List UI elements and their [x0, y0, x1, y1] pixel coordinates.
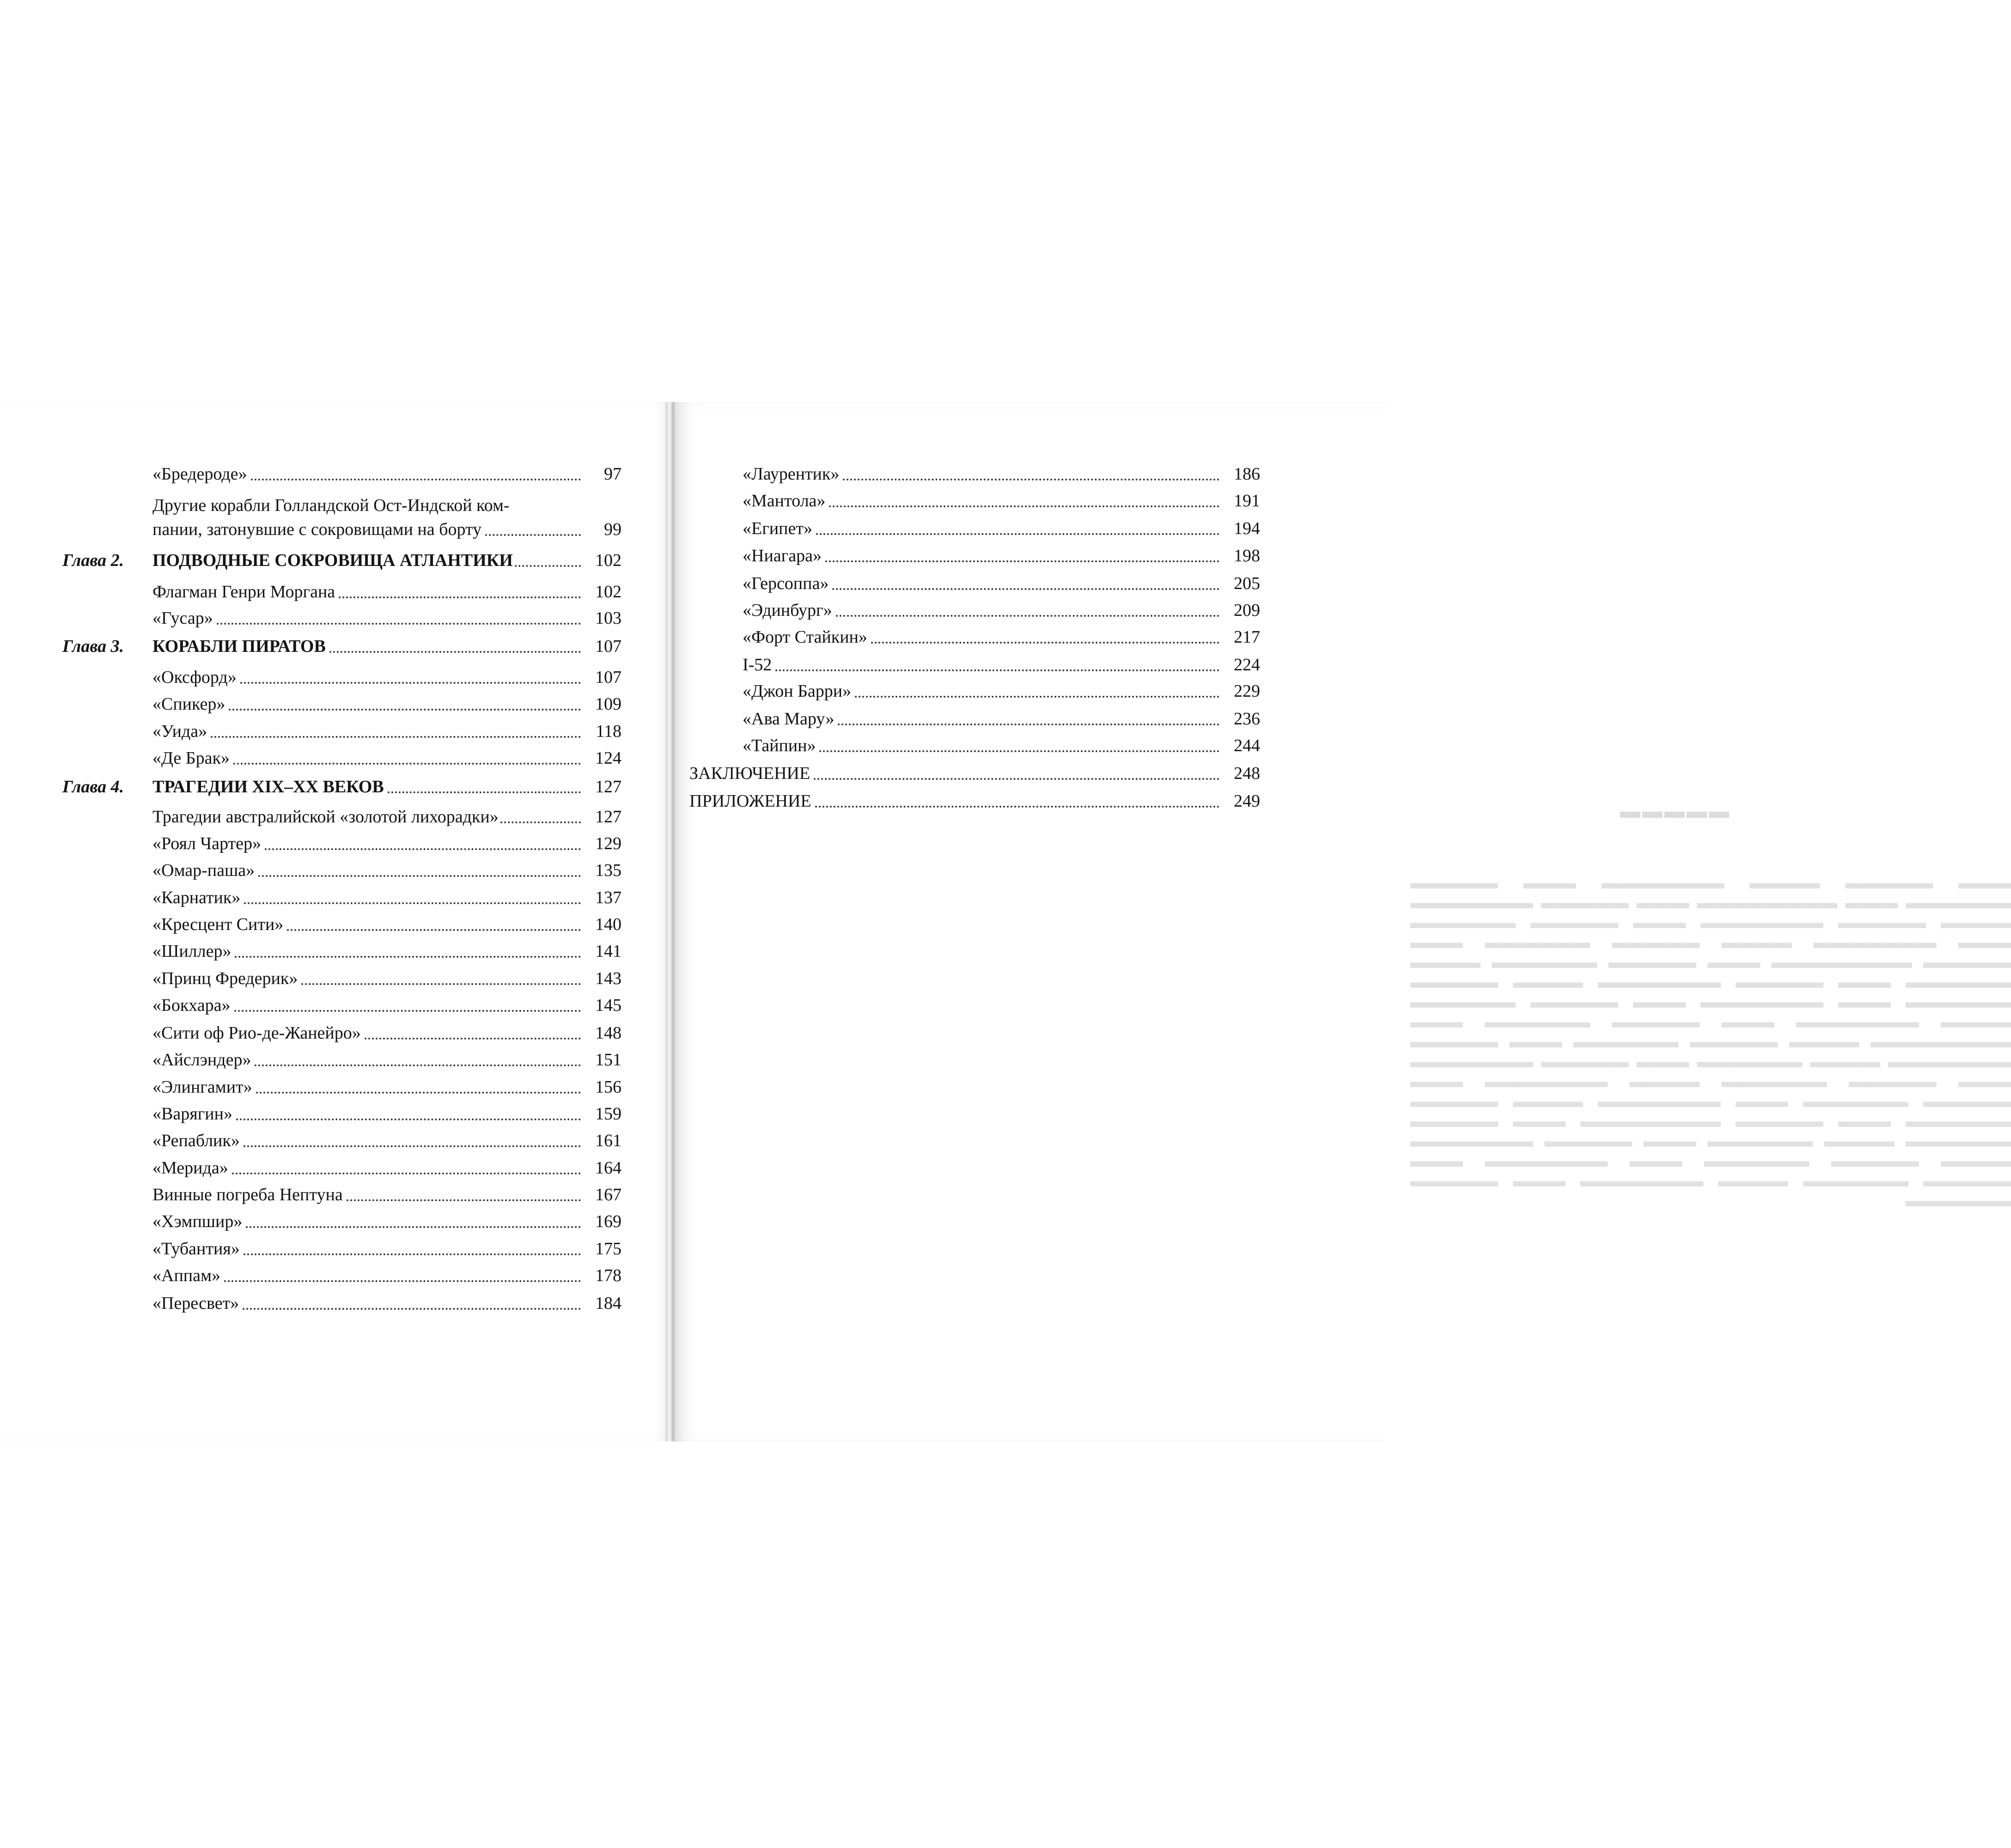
- dot-leader: [244, 1253, 581, 1255]
- dot-leader: [217, 622, 581, 625]
- dot-leader: [232, 1172, 581, 1174]
- toc-entry: [743, 574, 1260, 594]
- toc-entry-page: 161: [595, 1131, 622, 1150]
- toc-entry: [743, 655, 1260, 675]
- dot-leader: [855, 695, 1219, 698]
- dot-leader: [838, 723, 1219, 725]
- toc-entry: [152, 969, 622, 989]
- toc-entry-title: Флагман Генри Моргана: [152, 582, 335, 602]
- dot-leader: [240, 681, 581, 684]
- toc-entry-page: 224: [1234, 655, 1260, 675]
- toc-entry: [152, 942, 622, 962]
- toc-entry-title: «Ниагара»: [743, 546, 822, 565]
- toc-entry: [152, 1158, 622, 1179]
- toc-entry-page: 156: [595, 1077, 622, 1097]
- toc-entry: [152, 722, 622, 742]
- book-gutter: [665, 402, 676, 1441]
- toc-entry: [152, 1212, 622, 1232]
- toc-entry-page: 164: [595, 1158, 622, 1178]
- chapter-title: ПОДВОДНЫЕ СОКРОВИЩА АТЛАНТИКИ: [152, 551, 513, 570]
- toc-entry: [743, 491, 1260, 511]
- toc-entry-title: «Ава Мару»: [743, 709, 835, 729]
- toc-entry: [689, 764, 1260, 784]
- toc-entry-title: ЗАКЛЮЧЕНИЕ: [689, 764, 810, 783]
- dot-leader: [233, 762, 581, 765]
- left-page: [0, 402, 671, 1441]
- toc-entry-page: 236: [1234, 709, 1260, 729]
- toc-entry-title: «Хэмпшир»: [152, 1212, 243, 1231]
- toc-entry-page: 151: [595, 1050, 622, 1070]
- dot-leader: [229, 708, 581, 711]
- dot-leader: [301, 983, 581, 985]
- toc-entry-page: 186: [1234, 464, 1260, 484]
- toc-entry: [152, 464, 622, 485]
- toc-entry-page: 167: [595, 1185, 622, 1204]
- toc-entry: [152, 1185, 622, 1205]
- right-page: [671, 402, 2011, 1441]
- toc-entry: [743, 681, 1260, 702]
- toc-entry-title-line1: Другие корабли Голландской Ост-Индской ком-: [152, 496, 510, 515]
- toc-entry: [152, 1104, 622, 1125]
- toc-entry-title: «Форт Стайкин»: [743, 627, 867, 647]
- toc-entry-page: 194: [1234, 519, 1260, 538]
- toc-entry: [152, 1131, 622, 1151]
- toc-entry-title: «Египет»: [743, 519, 812, 538]
- toc-entry: [152, 582, 622, 602]
- toc-entry-page: 159: [595, 1104, 622, 1124]
- toc-entry-title: «Бокхара»: [152, 996, 231, 1015]
- dot-leader: [244, 1145, 581, 1147]
- toc-entry-page: 205: [1234, 574, 1260, 593]
- dot-leader: [365, 1037, 581, 1040]
- toc-entry-page: 107: [595, 637, 622, 656]
- toc-chapter: [152, 637, 622, 657]
- toc-entry-title: «Лаурентик»: [743, 464, 840, 484]
- dot-leader: [211, 736, 581, 738]
- toc-entry: [152, 807, 622, 827]
- chapter-number: Глава 2.: [62, 551, 124, 570]
- toc-entry-title: «Варягин»: [152, 1104, 232, 1124]
- toc-entry: [743, 627, 1260, 648]
- toc-entry-page: 99: [604, 520, 622, 539]
- toc-entry-title: «Тайпин»: [743, 736, 816, 755]
- dot-leader: [815, 805, 1219, 808]
- toc-entry-title: «Репаблик»: [152, 1131, 240, 1150]
- dot-leader: [829, 505, 1219, 507]
- toc-entry-page: 124: [595, 748, 622, 768]
- toc-entry-page: 135: [595, 861, 622, 880]
- chapter-number: Глава 3.: [62, 637, 124, 656]
- toc-entry: [743, 709, 1260, 729]
- toc-entry-page: 97: [604, 464, 622, 484]
- toc-entry-page: 169: [595, 1212, 622, 1231]
- dot-leader: [836, 614, 1219, 617]
- bleed-through-title: ▬▬▬▬▬: [1618, 800, 1729, 822]
- toc-entry-title: I-52: [743, 655, 772, 675]
- toc-entry-title: «Тубантия»: [152, 1239, 240, 1258]
- toc-entry-title: ПРИЛОЖЕНИЕ: [689, 791, 811, 811]
- toc-entry-page: 209: [1234, 601, 1260, 620]
- toc-chapter: [152, 777, 622, 797]
- toc-entry-title: «Мантола»: [743, 491, 826, 511]
- toc-entry: [152, 861, 622, 881]
- toc-entry-title: «Мерида»: [152, 1158, 228, 1178]
- toc-entry: [152, 608, 622, 629]
- toc-left: [0, 402, 671, 1441]
- toc-entry-title: «Уида»: [152, 722, 207, 741]
- toc-entry: [152, 1077, 622, 1098]
- toc-entry: [152, 1239, 622, 1259]
- toc-entry-title: «Элингамит»: [152, 1077, 252, 1097]
- toc-entry: [689, 791, 1260, 812]
- toc-entry-page: 109: [595, 694, 622, 714]
- toc-entry-page: 249: [1234, 791, 1260, 811]
- toc-entry-page: 175: [595, 1239, 622, 1258]
- toc-entry-page: 248: [1234, 764, 1260, 783]
- dot-leader: [775, 669, 1219, 671]
- toc-entry-page: 118: [596, 722, 622, 741]
- dot-leader: [816, 533, 1219, 535]
- dot-leader: [244, 902, 581, 904]
- toc-entry-page: 102: [595, 551, 622, 570]
- toc-entry-title: «Карнатик»: [152, 888, 241, 907]
- dot-leader: [515, 565, 581, 567]
- toc-entry: [152, 1023, 622, 1044]
- toc-entry-page: 191: [1234, 491, 1260, 511]
- dot-leader: [843, 478, 1219, 480]
- toc-entry-title: «Кресцент Сити»: [152, 915, 284, 934]
- dot-leader: [256, 1091, 581, 1094]
- toc-entry-page: 198: [1234, 546, 1260, 565]
- toc-entry: [743, 464, 1260, 485]
- toc-entry-title: «Эдинбург»: [743, 601, 832, 620]
- toc-entry-page: 103: [595, 608, 622, 628]
- toc-chapter: [152, 551, 622, 571]
- toc-entry: [152, 834, 622, 854]
- dot-leader: [825, 560, 1219, 562]
- toc-entry-page: 217: [1234, 627, 1260, 647]
- dot-leader: [224, 1280, 581, 1282]
- toc-entry-title: «Роял Чартер»: [152, 834, 261, 853]
- toc-entry-title: «Омар-паша»: [152, 861, 255, 880]
- toc-entry: [152, 1266, 622, 1286]
- dot-leader: [339, 596, 581, 598]
- toc-entry-title: Винные погреба Нептуна: [152, 1185, 343, 1204]
- dot-leader: [485, 534, 581, 536]
- toc-entry-page: 244: [1234, 736, 1260, 755]
- toc-entry: [743, 519, 1260, 539]
- dot-leader: [236, 1118, 581, 1120]
- toc-entry-title: «Аппам»: [152, 1266, 221, 1285]
- toc-entry-title: «Принц Фредерик»: [152, 969, 298, 988]
- toc-entry-page: 148: [595, 1023, 622, 1043]
- toc-entry-page: 129: [595, 834, 622, 853]
- toc-entry-title: «Де Брак»: [152, 748, 230, 768]
- toc-entry-page: 229: [1234, 681, 1260, 701]
- toc-right: [671, 402, 1386, 1441]
- chapter-title: КОРАБЛИ ПИРАТОВ: [152, 637, 326, 656]
- toc-entry-title: «Джон Барри»: [743, 681, 852, 701]
- toc-entry-title-line2: пании, затонувшие с сокровищами на борту: [152, 520, 482, 539]
- toc-entry: [152, 888, 622, 908]
- chapter-number: Глава 4.: [62, 777, 124, 796]
- toc-entry-title: «Оксфорд»: [152, 668, 237, 687]
- dot-leader: [388, 791, 581, 793]
- dot-leader: [246, 1226, 581, 1228]
- toc-entry-page: 145: [595, 996, 622, 1015]
- toc-entry-page: 107: [595, 668, 622, 687]
- toc-entry: [152, 915, 622, 935]
- toc-entry: [152, 520, 622, 540]
- toc-entry-title: «Пересвет»: [152, 1294, 239, 1313]
- dot-leader: [347, 1199, 581, 1201]
- toc-entry-page: 143: [595, 969, 622, 988]
- toc-entry-page: 102: [595, 582, 622, 602]
- dot-leader: [251, 478, 581, 480]
- toc-entry-page: 178: [595, 1266, 622, 1285]
- dot-leader: [500, 821, 581, 823]
- toc-entry: [743, 546, 1260, 566]
- toc-entry-title: «Спикер»: [152, 694, 225, 714]
- toc-entry: [152, 748, 622, 769]
- bleed-through-text: ▬▬▬ ▬▬▬▬▬ ▬▬▬▬ ▬▬▬▬▬▬▬ ▬▬▬ ▬▬▬▬▬ ▬▬▬▬▬▬ ▬▬▬ ▬▬▬▬▬▬▬▬ ▬▬▬ ▬▬▬▬▬ ▬▬▬▬▬▬▬ ▬▬▬▬ ▬▬▬▬▬ ▬▬▬▬▬▬▬ ▬▬▬ ▬▬▬▬▬ ▬▬▬▬▬▬ ▬▬▬ ▬▬▬▬▬▬▬ ▬▬▬▬ ▬▬▬▬▬ ▬▬▬▬▬▬ ▬▬▬ ▬▬▬▬▬ ▬▬▬▬▬▬▬▬ ▬▬▬ ▬▬▬▬▬ ▬▬▬▬▬▬ ▬▬▬▬ ▬▬▬▬▬▬ ▬▬▬ ▬▬▬▬▬ ▬▬▬▬▬▬▬ ▬▬▬▬ ▬▬▬▬▬ ▬▬▬▬▬▬ ▬▬▬ ▬▬▬▬▬▬▬ ▬▬▬ ▬▬▬▬▬ ▬▬▬▬▬▬ ▬▬▬▬ ▬▬▬▬▬▬▬ ▬▬▬ ▬▬▬▬▬ ▬▬▬▬▬▬ ▬▬▬ ▬▬▬▬▬▬▬▬ ▬▬▬▬ ▬▬▬▬▬ ▬▬▬▬▬▬ ▬▬▬ ▬▬▬▬▬ ▬▬▬▬▬▬▬ ▬▬▬▬ ▬▬▬▬▬▬ ▬▬▬ ▬▬▬▬▬ ▬▬▬▬▬▬▬ ▬▬▬ ▬▬▬▬▬ ▬▬▬▬▬▬ ▬▬▬▬ ▬▬▬▬▬▬▬ ▬▬▬ ▬▬▬▬▬ ▬▬▬▬▬▬ ▬▬▬ ▬▬▬▬▬▬▬ ▬▬▬▬ ▬▬▬▬▬ ▬▬▬▬▬▬ ▬▬▬ ▬▬▬▬▬ ▬▬▬▬▬▬▬▬ ▬▬▬ ▬▬▬▬▬ ▬▬▬▬▬▬ ▬▬▬▬ ▬▬▬▬▬▬ ▬▬▬ ▬▬▬▬▬ ▬▬▬▬▬▬▬ ▬▬▬▬ ▬▬▬▬▬ ▬▬▬▬▬▬ ▬▬▬ ▬▬▬▬▬▬▬ ▬▬▬ ▬▬▬▬▬ ▬▬▬▬▬▬ ▬▬▬▬ ▬▬▬▬▬▬▬ ▬▬▬ ▬▬▬▬▬ ▬▬▬▬▬▬: [1410, 873, 2011, 1210]
- dot-leader: [832, 588, 1219, 590]
- dot-leader: [871, 641, 1219, 644]
- toc-entry: [152, 668, 622, 688]
- dot-leader: [258, 875, 581, 877]
- dot-leader: [255, 1064, 581, 1066]
- toc-entry: [743, 601, 1260, 621]
- dot-leader: [235, 955, 581, 958]
- toc-entry-page: 127: [595, 807, 622, 827]
- toc-entry-title: «Сити оф Рио-де-Жанейро»: [152, 1023, 361, 1043]
- dot-leader: [243, 1307, 581, 1310]
- toc-entry-title: Трагедии австралийской «золотой лихорадки»: [152, 807, 499, 827]
- dot-leader: [819, 750, 1219, 752]
- toc-entry: [152, 1294, 622, 1314]
- dot-leader: [287, 929, 581, 931]
- toc-entry-page: 141: [595, 942, 622, 961]
- dot-leader: [814, 778, 1219, 780]
- toc-entry-page: 137: [595, 888, 622, 907]
- toc-entry-title: «Гусар»: [152, 608, 213, 628]
- toc-entry-title: «Шиллер»: [152, 942, 232, 961]
- dot-leader: [329, 650, 581, 653]
- book-spread: [0, 402, 2011, 1441]
- toc-entry-page: 140: [595, 915, 622, 934]
- toc-entry-page: 127: [595, 777, 622, 796]
- chapter-title: ТРАГЕДИИ XIX–XX ВЕКОВ: [152, 777, 384, 796]
- toc-entry: [152, 694, 622, 715]
- toc-entry-page: 184: [595, 1294, 622, 1313]
- toc-entry-title: «Бредероде»: [152, 464, 247, 484]
- toc-entry: [743, 736, 1260, 756]
- toc-entry-title: «Айслэндер»: [152, 1050, 251, 1070]
- toc-entry-title: «Герсоппа»: [743, 574, 829, 593]
- dot-leader: [234, 1009, 581, 1012]
- toc-entry: [152, 996, 622, 1016]
- dot-leader: [265, 848, 581, 850]
- toc-entry: [152, 1050, 622, 1070]
